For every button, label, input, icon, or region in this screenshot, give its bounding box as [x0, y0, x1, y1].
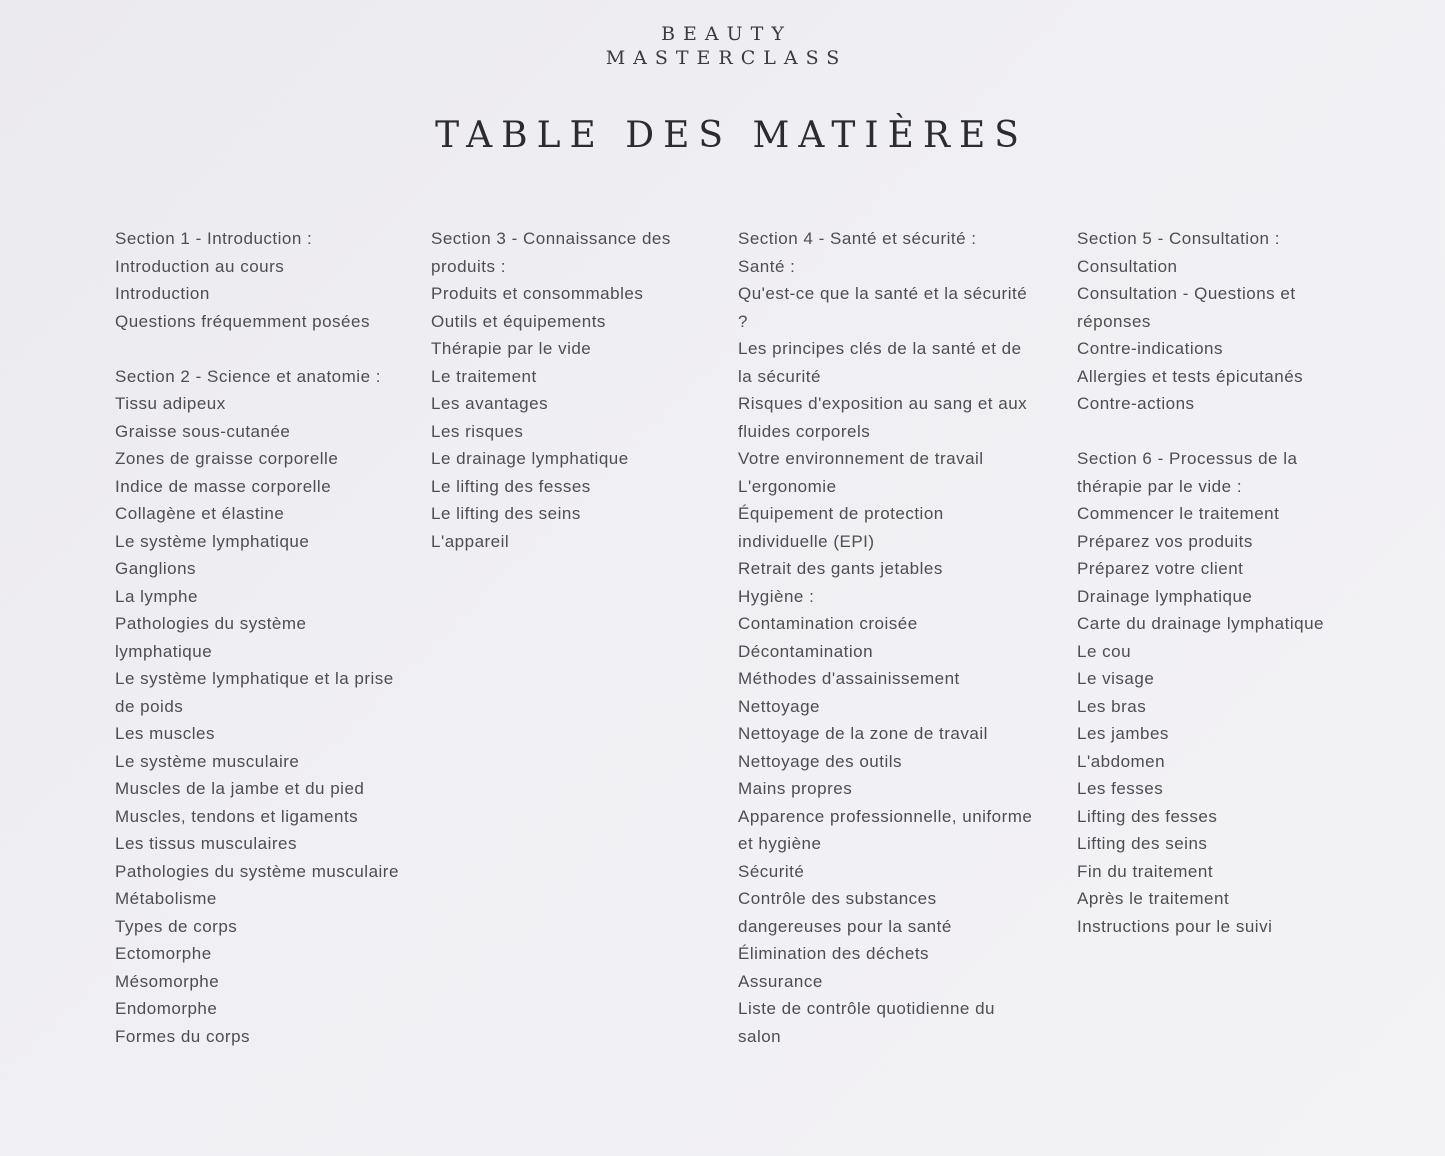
page-title: TABLE DES MATIÈRES	[435, 115, 1028, 156]
toc-entry: Ectomorphe	[115, 944, 212, 963]
toc-entry: Contre-indications	[1077, 339, 1224, 358]
toc-entry: Zones de graisse corporelle	[115, 449, 339, 468]
toc-entry: Fin du traitement	[1077, 861, 1214, 881]
toc-entry: Mains propres	[738, 779, 853, 798]
toc-entry: Le système musculaire	[115, 751, 300, 771]
toc-entry: Le lifting des fesses	[431, 476, 591, 496]
toc-entry: Pathologies du système musculaire	[115, 861, 399, 881]
toc-entry: Graisse sous-cutanée	[115, 421, 291, 441]
toc-entry: Nettoyage des outils	[738, 751, 903, 771]
toc-entry: Contamination croisée	[738, 614, 918, 633]
toc-entry: Le cou	[1077, 641, 1132, 661]
toc-entry: Collagène et élastine	[115, 504, 285, 523]
toc-entry: Nettoyage de la zone de travail	[738, 724, 988, 743]
toc-entry: Risques d'exposition au sang et aux fluides corporels	[738, 394, 1028, 441]
section-2	[115, 363, 405, 1051]
toc-entry: Contre-actions	[1077, 394, 1195, 413]
toc-entry: Le visage	[1077, 669, 1155, 688]
brand-line-2: MASTERCLASS	[605, 47, 848, 69]
toc-entry: Contrôle des substances dangereuses pour la santé	[738, 889, 952, 936]
toc-entry: Assurance	[738, 971, 823, 991]
toc-entry: Commencer le traitement	[1077, 504, 1280, 523]
toc-entry: Préparez vos produits	[1077, 531, 1253, 551]
toc-entry: Tissu adipeux	[115, 394, 226, 413]
toc-entry: Instructions pour le suivi	[1077, 916, 1273, 936]
toc-entry: Après le traitement	[1077, 889, 1230, 908]
section-heading: Section 5 - Consultation :	[1077, 229, 1280, 248]
toc-entry: Nettoyage	[738, 696, 820, 716]
toc-entry: Retrait des gants jetables	[738, 559, 943, 578]
toc-entry: Carte du drainage lymphatique	[1077, 614, 1324, 633]
toc-entry: Liste de contrôle quotidienne du salon	[738, 999, 996, 1046]
toc-entry: Le drainage lymphatique	[431, 449, 629, 468]
toc-entry: Le lifting des seins	[431, 504, 581, 523]
toc-entry: Consultation	[1077, 256, 1178, 276]
toc-entry: La lymphe	[115, 586, 198, 606]
section-3	[431, 225, 701, 555]
toc-entry: Outils et équipements	[431, 311, 606, 331]
toc-entry: L'ergonomie	[738, 476, 837, 496]
toc-entry: Préparez votre client	[1077, 559, 1244, 578]
toc-entry: Santé :	[738, 256, 796, 276]
toc-entry: Mésomorphe	[115, 971, 220, 991]
toc-entry: Thérapie par le vide	[431, 339, 592, 358]
toc-entry: Qu'est-ce que la santé et la sécurité ?	[738, 284, 1028, 331]
toc-entry: Consultation - Questions et réponses	[1077, 284, 1296, 331]
toc-entry: Muscles de la jambe et du pied	[115, 779, 365, 798]
toc-entry: Types de corps	[115, 916, 238, 936]
toc-entry: Les jambes	[1077, 724, 1169, 743]
toc-entry: Les avantages	[431, 394, 549, 413]
toc-entry: Lifting des seins	[1077, 834, 1208, 853]
toc-entry: Introduction au cours	[115, 256, 285, 276]
toc-entry: Sécurité	[738, 861, 805, 881]
toc-entry: Décontamination	[738, 641, 874, 661]
toc-entry: Les tissus musculaires	[115, 834, 298, 853]
toc-entry: Pathologies du système lymphatique	[115, 614, 307, 661]
toc-column-3	[738, 225, 1038, 1078]
toc-entry: Produits et consommables	[431, 284, 644, 303]
brand-line-1: BEAUTY	[661, 23, 792, 45]
section-5	[1077, 225, 1347, 418]
toc-entry: Le système lymphatique	[115, 531, 310, 551]
toc-entry: Votre environnement de travail	[738, 449, 984, 468]
section-heading: Section 6 - Processus de la thérapie par le vide :	[1077, 449, 1298, 496]
toc-entry: Le système lymphatique et la prise de poids	[115, 669, 394, 716]
toc-entry: Métabolisme	[115, 889, 217, 908]
toc-entry: Équipement de protection individuelle (EPI)	[738, 504, 944, 551]
toc-entry: Formes du corps	[115, 1026, 251, 1046]
section-heading: Section 2 - Science et anatomie :	[115, 366, 381, 386]
toc-entry: Muscles, tendons et ligaments	[115, 806, 359, 826]
toc-entry: Les muscles	[115, 724, 215, 743]
section-4	[738, 225, 1038, 1050]
toc-entry: Les principes clés de la santé et de la sécurité	[738, 339, 1022, 386]
toc-entry: Questions fréquemment posées	[115, 311, 370, 331]
section-1	[115, 225, 405, 335]
toc-entry: Hygiène :	[738, 586, 815, 606]
section-heading: Section 4 - Santé et sécurité :	[738, 229, 977, 248]
toc-column-2	[431, 225, 701, 583]
toc-entry: Élimination des déchets	[738, 944, 930, 963]
toc-entry: Les fesses	[1077, 779, 1164, 798]
toc-entry: Indice de masse corporelle	[115, 476, 332, 496]
toc-entry: L'appareil	[431, 531, 510, 551]
toc-entry: Introduction	[115, 284, 210, 303]
toc-entry: Allergies et tests épicutanés	[1077, 366, 1304, 386]
toc-entry: Ganglions	[115, 559, 197, 578]
toc-entry: Apparence professionnelle, uniforme et hygiène	[738, 806, 1033, 853]
toc-entry: Les risques	[431, 421, 524, 441]
section-6	[1077, 445, 1347, 940]
toc-entry: Drainage lymphatique	[1077, 586, 1253, 606]
toc-entry: Lifting des fesses	[1077, 806, 1218, 826]
toc-entry: L'abdomen	[1077, 751, 1166, 771]
toc-entry: Le traitement	[431, 366, 537, 386]
section-heading: Section 3 - Connaissance des produits :	[431, 229, 671, 276]
toc-entry: Endomorphe	[115, 999, 218, 1018]
toc-entry: Méthodes d'assainissement	[738, 669, 960, 688]
brand-logo	[0, 22, 1445, 70]
toc-column-1	[115, 225, 405, 1078]
toc-column-4	[1077, 225, 1347, 968]
section-heading: Section 1 - Introduction :	[115, 229, 313, 248]
toc-entry: Les bras	[1077, 696, 1147, 716]
